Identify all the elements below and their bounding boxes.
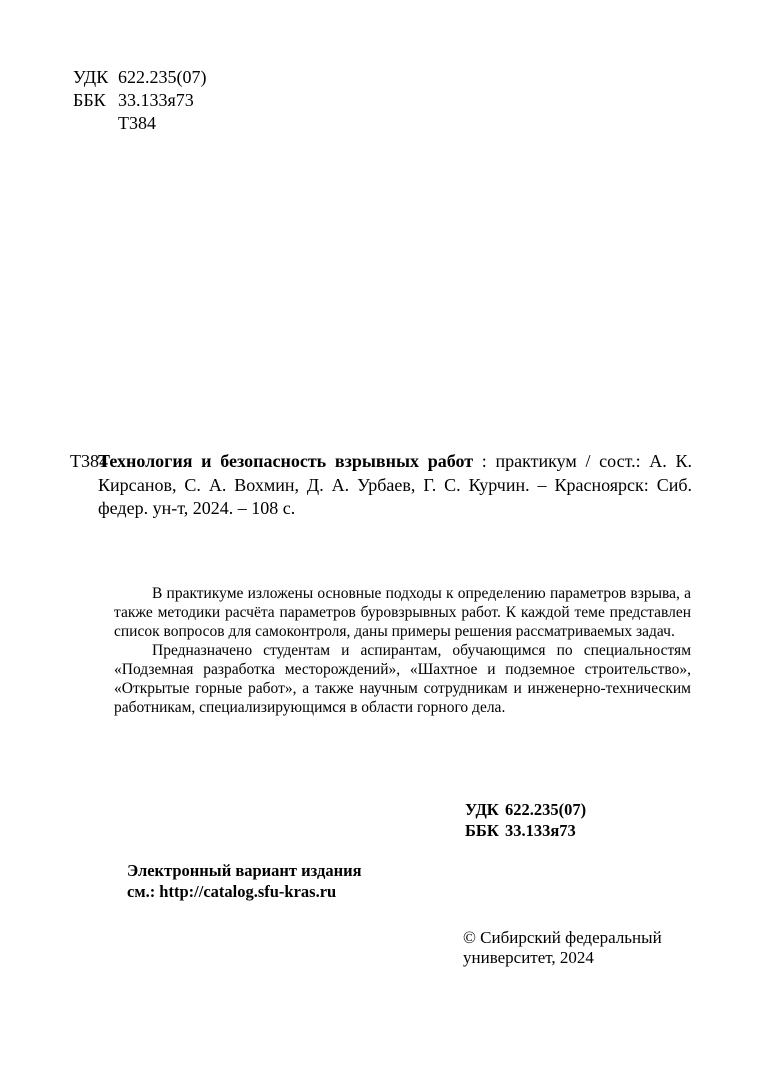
annotation-paragraph-2: Предназначено студентам и аспирантам, обучающимся по специальностям «Подземная разработка месторождений», «Шахтное и подземное строительство», «Открытые горные работ», а также научным сотрудникам и инженерно-техническим работникам, специализирующимся в области горного дела. xyxy=(114,642,691,716)
book-title: Технология и безопасность взрывных работ xyxy=(98,451,474,471)
bbk-row xyxy=(73,89,207,112)
annotation-block xyxy=(114,584,691,717)
bbk-value: 33.133я73 xyxy=(118,90,194,110)
udk-bottom-value: 622.235(07) xyxy=(505,800,587,819)
top-classification-codes xyxy=(73,66,207,135)
catalog-url: см.: http://catalog.sfu-kras.ru xyxy=(127,881,337,901)
bottom-classification-codes xyxy=(465,799,586,841)
annotation-paragraph-1: В практикуме изложены основные подходы к определению параметров взрыва, а также методики расчёта параметров буровзрывных работ. К каждой теме представлен список вопросов для самоконтроля, даны примеры решения рассматриваемых задач. xyxy=(114,585,691,640)
copyright-line-2: университет, 2024 xyxy=(463,948,594,967)
copyright-line-1: © Сибирский федеральный xyxy=(463,928,662,947)
author-sign-row xyxy=(73,112,207,135)
author-sign-label xyxy=(73,112,118,135)
udk-bottom-row xyxy=(465,799,586,820)
bibliographic-details: : практикум / сост.: А. К. Кирсанов, С. А. Вохмин, Д. А. Урбаев, Г. С. Курчин. – Красноярск: Сиб. федер. ун-т, 2024. – 108 с. xyxy=(98,451,692,518)
udk-label: УДК xyxy=(73,67,109,87)
udk-row xyxy=(73,66,207,89)
electronic-edition-note xyxy=(127,861,362,902)
udk-bottom-label: УДК xyxy=(465,800,499,819)
bibliographic-entry xyxy=(70,450,692,521)
bbk-bottom-label: ББК xyxy=(465,821,499,840)
bbk-label: ББК xyxy=(73,90,106,110)
electronic-edition-title: Электронный вариант издания xyxy=(127,861,362,880)
udk-value: 622.235(07) xyxy=(118,67,207,87)
bibliographic-code: Т384 xyxy=(70,451,108,471)
bbk-bottom-value: 33.133я73 xyxy=(505,821,576,840)
copyright-notice xyxy=(463,928,662,968)
bibliographic-description xyxy=(98,450,692,521)
bbk-bottom-row xyxy=(465,820,586,841)
author-sign-value: Т384 xyxy=(118,113,156,133)
